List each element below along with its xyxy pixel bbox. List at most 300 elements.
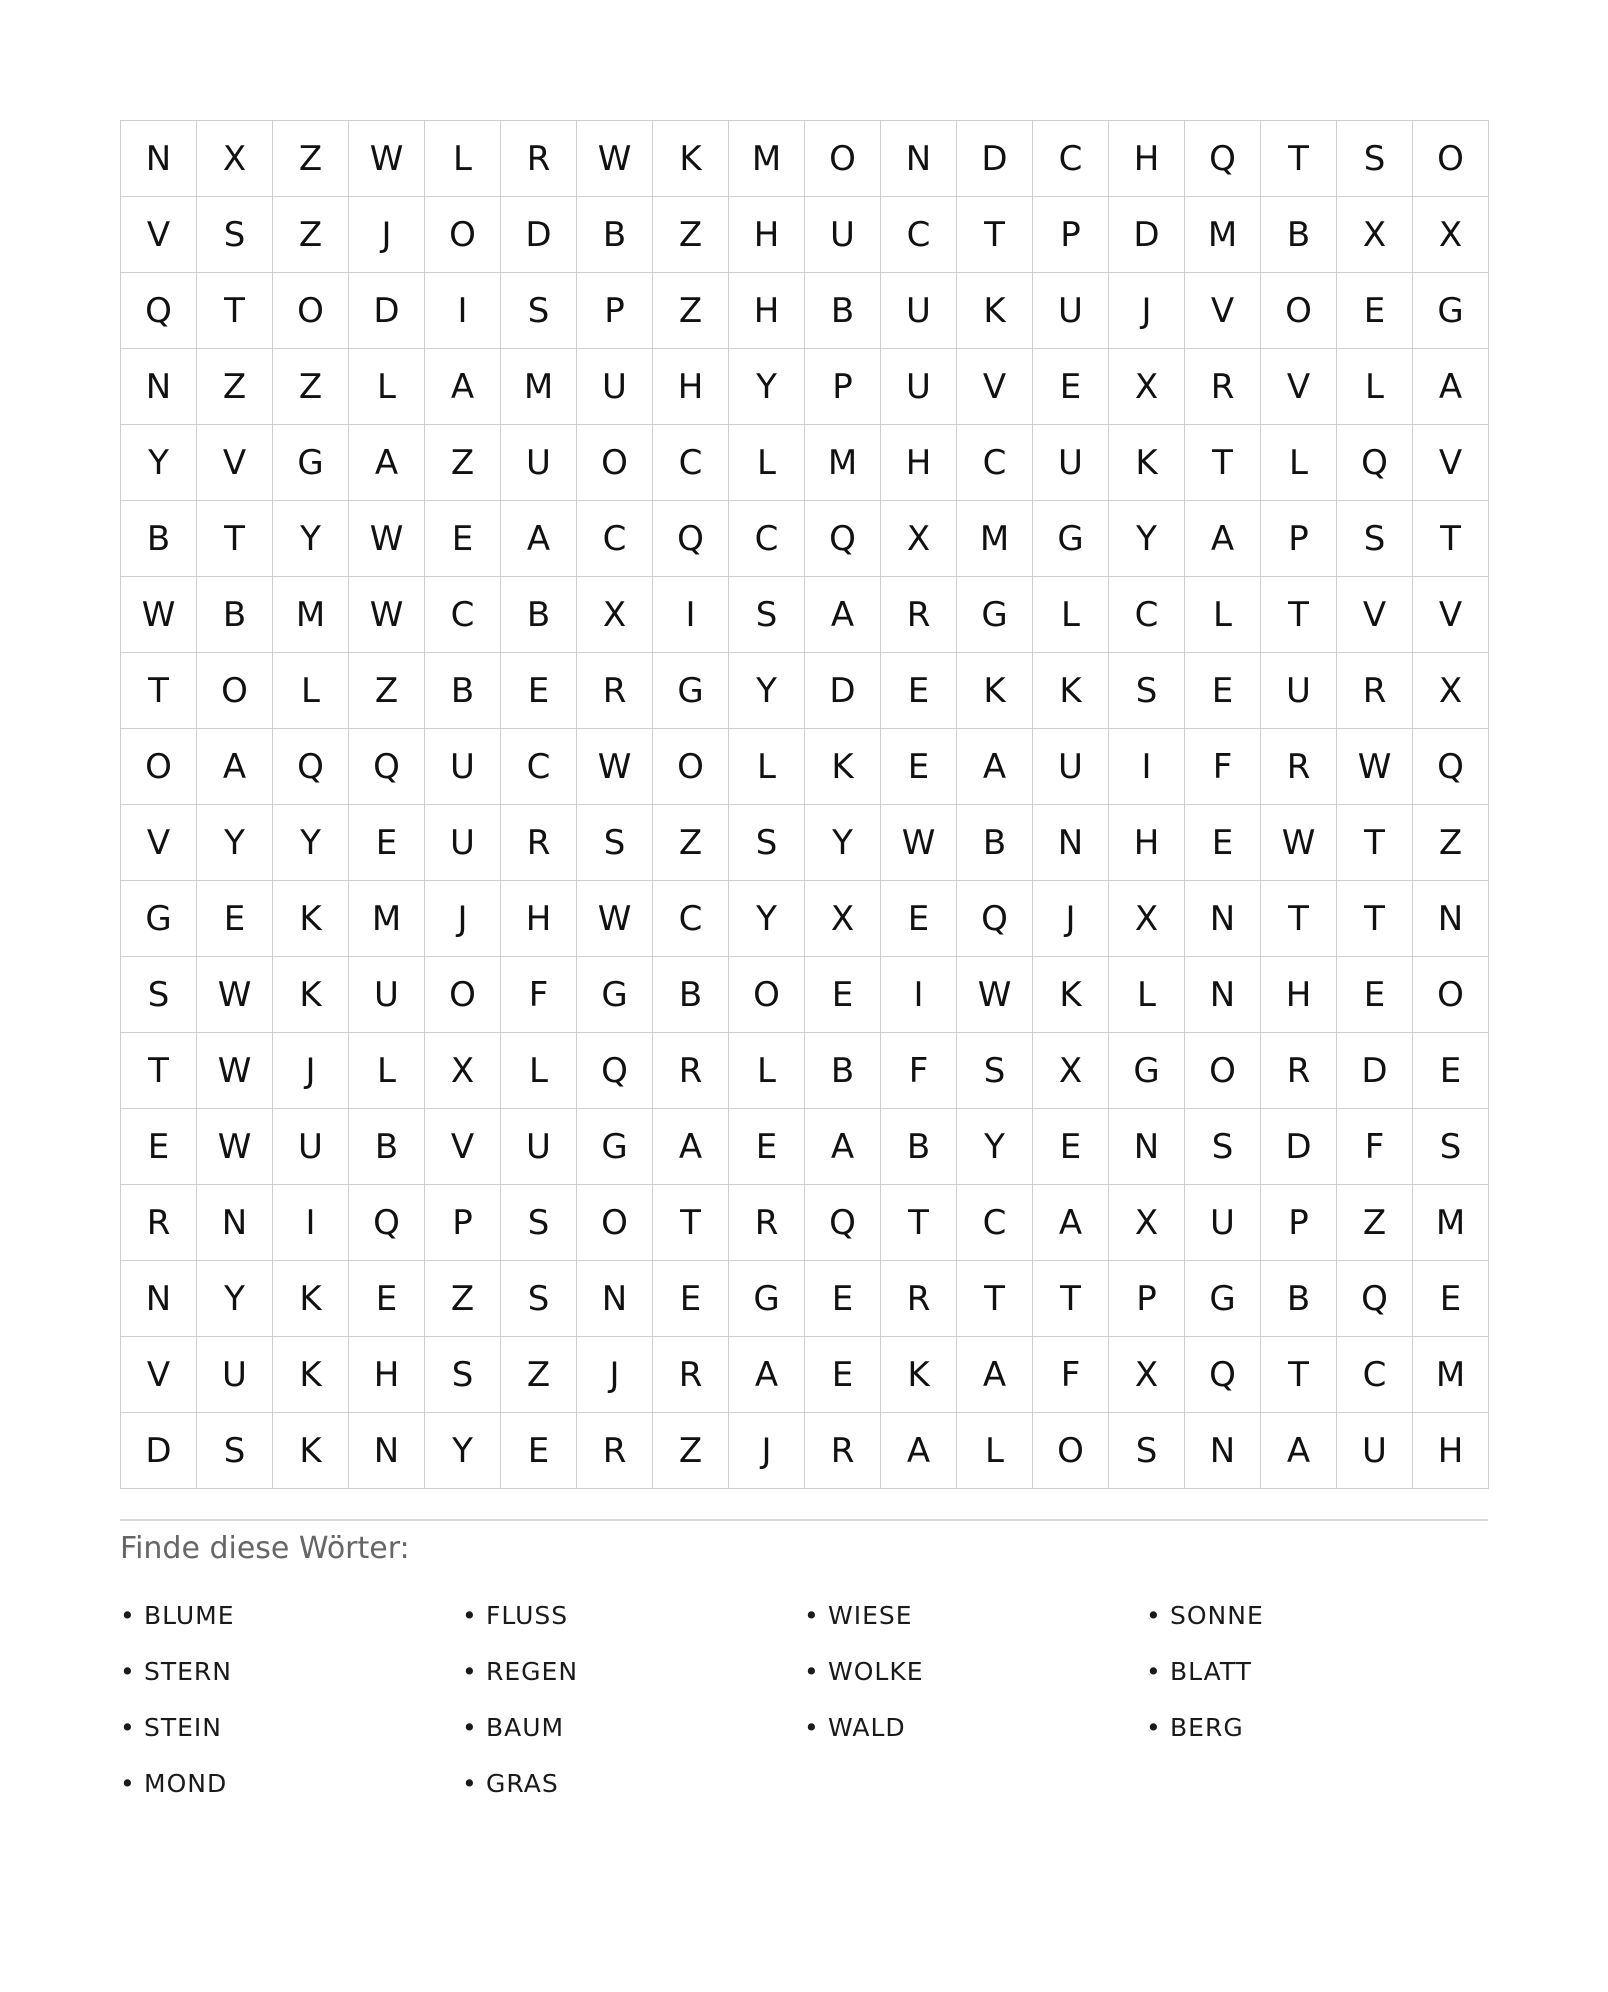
grid-cell[interactable]: R [881, 1261, 957, 1337]
grid-cell[interactable]: J [1033, 881, 1109, 957]
grid-cell[interactable]: C [957, 1185, 1033, 1261]
grid-cell[interactable]: E [1337, 957, 1413, 1033]
grid-cell[interactable]: D [1261, 1109, 1337, 1185]
grid-cell[interactable]: X [1109, 349, 1185, 425]
grid-cell[interactable]: Q [121, 273, 197, 349]
grid-cell[interactable]: U [273, 1109, 349, 1185]
grid-cell[interactable]: A [881, 1413, 957, 1489]
grid-cell[interactable]: F [1337, 1109, 1413, 1185]
grid-cell[interactable]: O [1413, 957, 1489, 1033]
grid-cell[interactable]: N [197, 1185, 273, 1261]
grid-cell[interactable]: R [501, 121, 577, 197]
grid-cell[interactable]: G [1109, 1033, 1185, 1109]
grid-cell[interactable]: S [501, 273, 577, 349]
grid-cell[interactable]: S [121, 957, 197, 1033]
grid-cell[interactable]: H [1109, 121, 1185, 197]
grid-cell[interactable]: U [501, 425, 577, 501]
grid-cell[interactable]: Z [501, 1337, 577, 1413]
grid-cell[interactable]: Q [805, 1185, 881, 1261]
grid-cell[interactable]: B [349, 1109, 425, 1185]
grid-cell[interactable]: V [121, 1337, 197, 1413]
grid-cell[interactable]: S [501, 1185, 577, 1261]
grid-cell[interactable]: N [1109, 1109, 1185, 1185]
grid-cell[interactable]: X [1413, 197, 1489, 273]
grid-cell[interactable]: Z [653, 1413, 729, 1489]
grid-cell[interactable]: Q [349, 729, 425, 805]
grid-cell[interactable]: R [501, 805, 577, 881]
grid-cell[interactable]: N [881, 121, 957, 197]
grid-cell[interactable]: Y [729, 653, 805, 729]
grid-cell[interactable]: B [121, 501, 197, 577]
grid-cell[interactable]: E [1337, 273, 1413, 349]
grid-cell[interactable]: S [1185, 1109, 1261, 1185]
grid-cell[interactable]: A [957, 1337, 1033, 1413]
grid-cell[interactable]: W [957, 957, 1033, 1033]
grid-cell[interactable]: H [1413, 1413, 1489, 1489]
grid-cell[interactable]: L [501, 1033, 577, 1109]
grid-cell[interactable]: S [197, 197, 273, 273]
grid-cell[interactable]: X [425, 1033, 501, 1109]
grid-cell[interactable]: N [1185, 957, 1261, 1033]
grid-cell[interactable]: P [1109, 1261, 1185, 1337]
grid-cell[interactable]: E [197, 881, 273, 957]
grid-cell[interactable]: T [881, 1185, 957, 1261]
grid-cell[interactable]: I [1109, 729, 1185, 805]
grid-cell[interactable]: E [121, 1109, 197, 1185]
grid-cell[interactable]: A [957, 729, 1033, 805]
grid-cell[interactable]: P [577, 273, 653, 349]
grid-cell[interactable]: C [653, 425, 729, 501]
grid-cell[interactable]: D [1337, 1033, 1413, 1109]
grid-cell[interactable]: V [1413, 577, 1489, 653]
grid-cell[interactable]: C [1109, 577, 1185, 653]
grid-cell[interactable]: N [1413, 881, 1489, 957]
grid-cell[interactable]: C [1337, 1337, 1413, 1413]
grid-cell[interactable]: L [1109, 957, 1185, 1033]
grid-cell[interactable]: U [881, 273, 957, 349]
grid-cell[interactable]: L [349, 1033, 425, 1109]
grid-cell[interactable]: V [197, 425, 273, 501]
grid-cell[interactable]: U [1185, 1185, 1261, 1261]
grid-cell[interactable]: C [881, 197, 957, 273]
grid-cell[interactable]: A [1185, 501, 1261, 577]
grid-cell[interactable]: L [273, 653, 349, 729]
grid-cell[interactable]: U [881, 349, 957, 425]
grid-cell[interactable]: T [1337, 805, 1413, 881]
grid-cell[interactable]: M [957, 501, 1033, 577]
grid-cell[interactable]: B [425, 653, 501, 729]
grid-cell[interactable]: B [881, 1109, 957, 1185]
grid-cell[interactable]: K [273, 881, 349, 957]
grid-cell[interactable]: C [577, 501, 653, 577]
grid-cell[interactable]: D [1109, 197, 1185, 273]
grid-cell[interactable]: B [957, 805, 1033, 881]
grid-cell[interactable]: J [729, 1413, 805, 1489]
grid-cell[interactable]: Q [1413, 729, 1489, 805]
grid-cell[interactable]: S [957, 1033, 1033, 1109]
grid-cell[interactable]: K [805, 729, 881, 805]
grid-cell[interactable]: K [273, 1413, 349, 1489]
grid-cell[interactable]: S [425, 1337, 501, 1413]
grid-cell[interactable]: M [1185, 197, 1261, 273]
grid-cell[interactable]: Z [653, 197, 729, 273]
grid-cell[interactable]: K [1033, 957, 1109, 1033]
grid-cell[interactable]: G [273, 425, 349, 501]
grid-cell[interactable]: D [121, 1413, 197, 1489]
grid-cell[interactable]: W [881, 805, 957, 881]
grid-cell[interactable]: A [1261, 1413, 1337, 1489]
grid-cell[interactable]: O [805, 121, 881, 197]
grid-cell[interactable]: K [653, 121, 729, 197]
grid-cell[interactable]: E [1033, 1109, 1109, 1185]
grid-cell[interactable]: T [197, 501, 273, 577]
grid-cell[interactable]: X [1033, 1033, 1109, 1109]
grid-cell[interactable]: C [653, 881, 729, 957]
grid-cell[interactable]: Q [653, 501, 729, 577]
grid-cell[interactable]: L [957, 1413, 1033, 1489]
grid-cell[interactable]: Q [1337, 425, 1413, 501]
grid-cell[interactable]: N [1185, 881, 1261, 957]
grid-cell[interactable]: U [1033, 425, 1109, 501]
grid-cell[interactable]: R [1337, 653, 1413, 729]
grid-cell[interactable]: J [273, 1033, 349, 1109]
grid-cell[interactable]: Z [273, 197, 349, 273]
grid-cell[interactable]: S [1337, 501, 1413, 577]
grid-cell[interactable]: H [349, 1337, 425, 1413]
grid-cell[interactable]: L [1261, 425, 1337, 501]
grid-cell[interactable]: L [729, 729, 805, 805]
grid-cell[interactable]: E [501, 1413, 577, 1489]
grid-cell[interactable]: N [121, 1261, 197, 1337]
grid-cell[interactable]: T [197, 273, 273, 349]
grid-cell[interactable]: Z [1413, 805, 1489, 881]
grid-cell[interactable]: E [881, 729, 957, 805]
grid-cell[interactable]: Q [1185, 121, 1261, 197]
grid-cell[interactable]: J [349, 197, 425, 273]
grid-cell[interactable]: V [1185, 273, 1261, 349]
grid-cell[interactable]: C [1033, 121, 1109, 197]
grid-cell[interactable]: T [1261, 881, 1337, 957]
grid-cell[interactable]: K [1033, 653, 1109, 729]
grid-cell[interactable]: N [1033, 805, 1109, 881]
grid-cell[interactable]: E [349, 805, 425, 881]
grid-cell[interactable]: G [957, 577, 1033, 653]
grid-cell[interactable]: T [957, 1261, 1033, 1337]
grid-cell[interactable]: R [577, 653, 653, 729]
grid-cell[interactable]: D [501, 197, 577, 273]
grid-cell[interactable]: T [1413, 501, 1489, 577]
grid-cell[interactable]: O [425, 197, 501, 273]
grid-cell[interactable]: Z [273, 121, 349, 197]
grid-cell[interactable]: G [121, 881, 197, 957]
grid-cell[interactable]: C [957, 425, 1033, 501]
grid-cell[interactable]: R [805, 1413, 881, 1489]
grid-cell[interactable]: T [1337, 881, 1413, 957]
grid-cell[interactable]: O [273, 273, 349, 349]
grid-cell[interactable]: B [577, 197, 653, 273]
grid-cell[interactable]: Q [577, 1033, 653, 1109]
grid-cell[interactable]: K [957, 273, 1033, 349]
grid-cell[interactable]: H [729, 273, 805, 349]
grid-cell[interactable]: Z [349, 653, 425, 729]
grid-cell[interactable]: N [1185, 1413, 1261, 1489]
grid-cell[interactable]: R [729, 1185, 805, 1261]
grid-cell[interactable]: U [1033, 729, 1109, 805]
grid-cell[interactable]: I [653, 577, 729, 653]
grid-cell[interactable]: G [1413, 273, 1489, 349]
grid-cell[interactable]: P [1261, 501, 1337, 577]
grid-cell[interactable]: R [1261, 1033, 1337, 1109]
grid-cell[interactable]: I [273, 1185, 349, 1261]
grid-cell[interactable]: S [1109, 653, 1185, 729]
grid-cell[interactable]: W [349, 577, 425, 653]
grid-cell[interactable]: S [1337, 121, 1413, 197]
grid-cell[interactable]: Z [425, 425, 501, 501]
grid-cell[interactable]: H [1261, 957, 1337, 1033]
grid-cell[interactable]: H [881, 425, 957, 501]
grid-cell[interactable]: U [805, 197, 881, 273]
grid-cell[interactable]: X [1109, 1185, 1185, 1261]
grid-cell[interactable]: O [1261, 273, 1337, 349]
grid-cell[interactable]: R [653, 1033, 729, 1109]
grid-cell[interactable]: E [501, 653, 577, 729]
grid-cell[interactable]: S [729, 805, 805, 881]
grid-cell[interactable]: V [1337, 577, 1413, 653]
grid-cell[interactable]: S [577, 805, 653, 881]
grid-cell[interactable]: J [425, 881, 501, 957]
grid-cell[interactable]: W [577, 881, 653, 957]
grid-cell[interactable]: R [653, 1337, 729, 1413]
grid-cell[interactable]: W [577, 121, 653, 197]
grid-cell[interactable]: K [957, 653, 1033, 729]
grid-cell[interactable]: P [805, 349, 881, 425]
grid-cell[interactable]: Q [273, 729, 349, 805]
grid-cell[interactable]: A [729, 1337, 805, 1413]
grid-cell[interactable]: M [1413, 1185, 1489, 1261]
grid-cell[interactable]: E [1185, 653, 1261, 729]
grid-cell[interactable]: P [1261, 1185, 1337, 1261]
grid-cell[interactable]: O [1033, 1413, 1109, 1489]
grid-cell[interactable]: Y [729, 881, 805, 957]
grid-cell[interactable]: E [805, 1337, 881, 1413]
grid-cell[interactable]: R [121, 1185, 197, 1261]
grid-cell[interactable]: Z [425, 1261, 501, 1337]
grid-cell[interactable]: A [653, 1109, 729, 1185]
grid-cell[interactable]: C [425, 577, 501, 653]
grid-cell[interactable]: N [349, 1413, 425, 1489]
grid-cell[interactable]: G [1033, 501, 1109, 577]
grid-cell[interactable]: Z [273, 349, 349, 425]
grid-cell[interactable]: Y [729, 349, 805, 425]
grid-cell[interactable]: O [729, 957, 805, 1033]
grid-cell[interactable]: B [1261, 1261, 1337, 1337]
grid-cell[interactable]: L [729, 1033, 805, 1109]
grid-cell[interactable]: L [1033, 577, 1109, 653]
grid-cell[interactable]: E [1185, 805, 1261, 881]
grid-cell[interactable]: G [577, 957, 653, 1033]
grid-cell[interactable]: F [881, 1033, 957, 1109]
grid-cell[interactable]: E [1413, 1261, 1489, 1337]
grid-cell[interactable]: V [1413, 425, 1489, 501]
grid-cell[interactable]: O [121, 729, 197, 805]
grid-cell[interactable]: H [1109, 805, 1185, 881]
grid-cell[interactable]: M [1413, 1337, 1489, 1413]
grid-cell[interactable]: Y [425, 1413, 501, 1489]
grid-cell[interactable]: W [577, 729, 653, 805]
grid-cell[interactable]: V [425, 1109, 501, 1185]
grid-cell[interactable]: A [425, 349, 501, 425]
grid-cell[interactable]: A [349, 425, 425, 501]
grid-cell[interactable]: F [1185, 729, 1261, 805]
grid-cell[interactable]: E [729, 1109, 805, 1185]
grid-cell[interactable]: O [577, 1185, 653, 1261]
grid-cell[interactable]: Y [957, 1109, 1033, 1185]
grid-cell[interactable]: A [1413, 349, 1489, 425]
grid-cell[interactable]: H [729, 197, 805, 273]
grid-cell[interactable]: N [577, 1261, 653, 1337]
grid-cell[interactable]: L [729, 425, 805, 501]
grid-cell[interactable]: W [197, 957, 273, 1033]
grid-cell[interactable]: Y [1109, 501, 1185, 577]
grid-cell[interactable]: U [349, 957, 425, 1033]
grid-cell[interactable]: B [805, 273, 881, 349]
grid-cell[interactable]: U [1033, 273, 1109, 349]
grid-cell[interactable]: W [121, 577, 197, 653]
grid-cell[interactable]: M [501, 349, 577, 425]
grid-cell[interactable]: O [1413, 121, 1489, 197]
grid-cell[interactable]: N [121, 349, 197, 425]
grid-cell[interactable]: M [729, 121, 805, 197]
grid-cell[interactable]: E [425, 501, 501, 577]
grid-cell[interactable]: S [1109, 1413, 1185, 1489]
grid-cell[interactable]: I [425, 273, 501, 349]
grid-cell[interactable]: R [881, 577, 957, 653]
grid-cell[interactable]: E [653, 1261, 729, 1337]
grid-cell[interactable]: R [1261, 729, 1337, 805]
grid-cell[interactable]: J [1109, 273, 1185, 349]
grid-cell[interactable]: E [1413, 1033, 1489, 1109]
grid-cell[interactable]: T [653, 1185, 729, 1261]
grid-cell[interactable]: Y [197, 1261, 273, 1337]
grid-cell[interactable]: O [197, 653, 273, 729]
grid-cell[interactable]: W [349, 121, 425, 197]
grid-cell[interactable]: V [121, 805, 197, 881]
grid-cell[interactable]: K [1109, 425, 1185, 501]
grid-cell[interactable]: U [577, 349, 653, 425]
grid-cell[interactable]: E [1033, 349, 1109, 425]
grid-cell[interactable]: Y [273, 805, 349, 881]
grid-cell[interactable]: K [273, 957, 349, 1033]
grid-cell[interactable]: L [1337, 349, 1413, 425]
grid-cell[interactable]: W [1337, 729, 1413, 805]
grid-cell[interactable]: G [729, 1261, 805, 1337]
grid-cell[interactable]: X [577, 577, 653, 653]
grid-cell[interactable]: T [957, 197, 1033, 273]
grid-cell[interactable]: R [1185, 349, 1261, 425]
grid-cell[interactable]: U [425, 805, 501, 881]
grid-cell[interactable]: D [805, 653, 881, 729]
grid-cell[interactable]: S [501, 1261, 577, 1337]
grid-cell[interactable]: W [197, 1033, 273, 1109]
grid-cell[interactable]: B [501, 577, 577, 653]
grid-cell[interactable]: E [805, 1261, 881, 1337]
grid-cell[interactable]: E [881, 653, 957, 729]
grid-cell[interactable]: Q [1337, 1261, 1413, 1337]
grid-cell[interactable]: T [1261, 1337, 1337, 1413]
grid-cell[interactable]: U [1337, 1413, 1413, 1489]
grid-cell[interactable]: V [121, 197, 197, 273]
grid-cell[interactable]: P [1033, 197, 1109, 273]
grid-cell[interactable]: R [577, 1413, 653, 1489]
grid-cell[interactable]: V [1261, 349, 1337, 425]
grid-cell[interactable]: E [805, 957, 881, 1033]
grid-cell[interactable]: O [1185, 1033, 1261, 1109]
grid-cell[interactable]: H [501, 881, 577, 957]
grid-cell[interactable]: Y [197, 805, 273, 881]
grid-cell[interactable]: Z [653, 273, 729, 349]
grid-cell[interactable]: P [425, 1185, 501, 1261]
grid-cell[interactable]: G [1185, 1261, 1261, 1337]
grid-cell[interactable]: I [881, 957, 957, 1033]
grid-cell[interactable]: U [1261, 653, 1337, 729]
grid-cell[interactable]: U [197, 1337, 273, 1413]
grid-cell[interactable]: D [349, 273, 425, 349]
grid-cell[interactable]: Q [957, 881, 1033, 957]
grid-cell[interactable]: O [653, 729, 729, 805]
grid-cell[interactable]: A [805, 1109, 881, 1185]
grid-cell[interactable]: L [425, 121, 501, 197]
grid-cell[interactable]: L [1185, 577, 1261, 653]
grid-cell[interactable]: T [121, 1033, 197, 1109]
grid-cell[interactable]: W [1261, 805, 1337, 881]
grid-cell[interactable]: D [957, 121, 1033, 197]
grid-cell[interactable]: Y [805, 805, 881, 881]
grid-cell[interactable]: B [1261, 197, 1337, 273]
grid-cell[interactable]: W [349, 501, 425, 577]
grid-cell[interactable]: K [273, 1261, 349, 1337]
grid-cell[interactable]: M [805, 425, 881, 501]
grid-cell[interactable]: T [1033, 1261, 1109, 1337]
grid-cell[interactable]: T [1185, 425, 1261, 501]
grid-cell[interactable]: V [957, 349, 1033, 425]
grid-cell[interactable]: X [1337, 197, 1413, 273]
grid-cell[interactable]: Q [1185, 1337, 1261, 1413]
grid-cell[interactable]: Y [273, 501, 349, 577]
grid-cell[interactable]: A [1033, 1185, 1109, 1261]
grid-cell[interactable]: M [349, 881, 425, 957]
grid-cell[interactable]: A [805, 577, 881, 653]
grid-cell[interactable]: M [273, 577, 349, 653]
grid-cell[interactable]: H [653, 349, 729, 425]
grid-cell[interactable]: N [121, 121, 197, 197]
grid-cell[interactable]: X [1413, 653, 1489, 729]
grid-cell[interactable]: G [577, 1109, 653, 1185]
grid-cell[interactable]: K [273, 1337, 349, 1413]
grid-cell[interactable]: S [1413, 1109, 1489, 1185]
grid-cell[interactable]: Y [121, 425, 197, 501]
grid-cell[interactable]: X [881, 501, 957, 577]
grid-cell[interactable]: B [197, 577, 273, 653]
grid-cell[interactable]: Z [653, 805, 729, 881]
grid-cell[interactable]: G [653, 653, 729, 729]
grid-cell[interactable]: O [425, 957, 501, 1033]
grid-cell[interactable]: Z [1337, 1185, 1413, 1261]
grid-cell[interactable]: Q [805, 501, 881, 577]
grid-cell[interactable]: A [197, 729, 273, 805]
grid-cell[interactable]: O [577, 425, 653, 501]
grid-cell[interactable]: F [1033, 1337, 1109, 1413]
grid-cell[interactable]: X [197, 121, 273, 197]
